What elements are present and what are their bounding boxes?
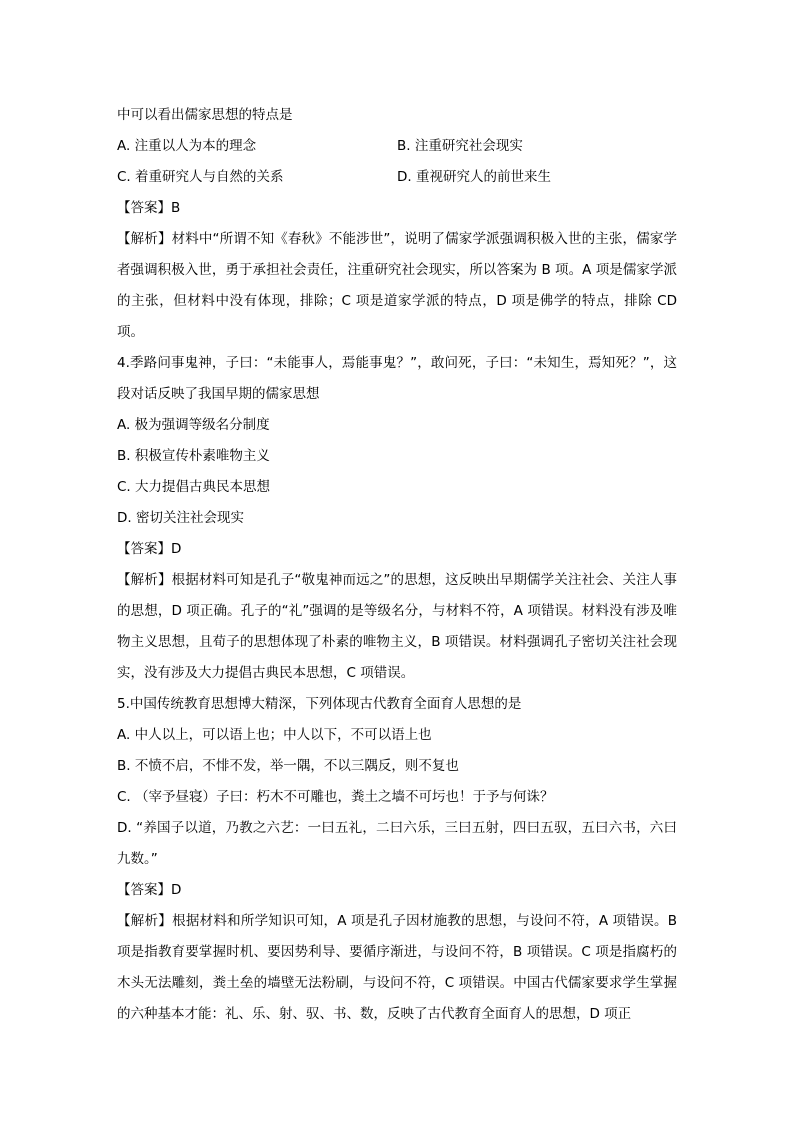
q4-option-b: B. 积极宣传朴素唯物主义 xyxy=(117,448,270,464)
q3-option-c: C. 着重研究人与自然的关系 xyxy=(117,169,284,185)
q5-option-b: B. 不愤不启，不悱不发，举一隅，不以三隅反，则不复也 xyxy=(117,758,459,774)
q5-option-a: A. 中人以上，可以语上也；中人以下，不可以语上也 xyxy=(117,727,432,743)
q3-stem-tail: 中可以看出儒家思想的特点是 xyxy=(117,107,293,123)
q3-options-row-2 xyxy=(117,162,677,193)
q4-analysis: 【解析】根据材料可知是孔子“敬鬼神而远之”的思想，这反映出早期儒学关注社会、关注人事的思想，D 项正确。孔子的“礼”强调的是等级名分，与材料不符，A 项错误。材料没有涉及唯物主义思想，且荀子的思想体现了朴素的唯物主义，B 项错误。材料强调孔子密切关注社会现实，没有涉及大力提倡古典民本思想，C 项错误。 xyxy=(117,572,677,681)
q4-stem: 4.季路问事鬼神，子曰：“未能事人，焉能事鬼？”，敢问死，子曰：“未知生，焉知死？”，这段对话反映了我国早期的儒家思想 xyxy=(117,355,677,402)
q4-option-a: A. 极为强调等级名分制度 xyxy=(117,417,270,433)
q5-option-c: C. （宰予昼寝）子曰：朽木不可雕也，粪土之墙不可圬也！于予与何诛？ xyxy=(117,789,554,805)
q5-analysis: 【解析】根据材料和所学知识可知，A 项是孔子因材施教的思想，与设问不符，A 项错误。B 项是指教育要掌握时机、要因势利导、要循序渐进，与设问不符，B 项错误。C 项是指腐朽的木头无法雕刻，粪土垒的墙壁无法粉刷，与设问不符，C 项错误。中国古代儒家要求学生掌握的六种基本才能：礼、乐、射、驭、书、数，反映了古代教育全面育人的思想，D 项正 xyxy=(117,913,677,1022)
q3-analysis: 【解析】材料中“所谓不知《春秋》不能涉世”，说明了儒家学派强调积极入世的主张，儒家学者强调积极入世，勇于承担社会责任，注重研究社会现实，所以答案为 B 项。A 项是儒家学派的主张，但材料中没有体现，排除；C 项是道家学派的特点，D 项是佛学的特点，排除 CD 项。 xyxy=(117,231,677,340)
q5-option-d: D. “养国子以道，乃教之六艺：一曰五礼，二曰六乐，三曰五射，四曰五驭，五曰六书，六曰九数。” xyxy=(117,820,677,867)
q3-option-b: B. 注重研究社会现实 xyxy=(397,138,523,154)
q5-answer: 【答案】D xyxy=(117,882,182,898)
q3-options-row-1 xyxy=(117,131,677,162)
q4-option-c: C. 大力提倡古典民本思想 xyxy=(117,479,271,495)
q4-answer: 【答案】D xyxy=(117,541,182,557)
q3-answer: 【答案】B xyxy=(117,200,181,216)
q5-stem: 5.中国传统教育思想博大精深，下列体现古代教育全面育人思想的是 xyxy=(117,696,522,712)
q4-option-d: D. 密切关注社会现实 xyxy=(117,510,244,526)
q3-option-a: A. 注重以人为本的理念 xyxy=(117,138,257,154)
document-body xyxy=(117,100,677,1030)
q3-option-d: D. 重视研究人的前世来生 xyxy=(397,169,551,185)
